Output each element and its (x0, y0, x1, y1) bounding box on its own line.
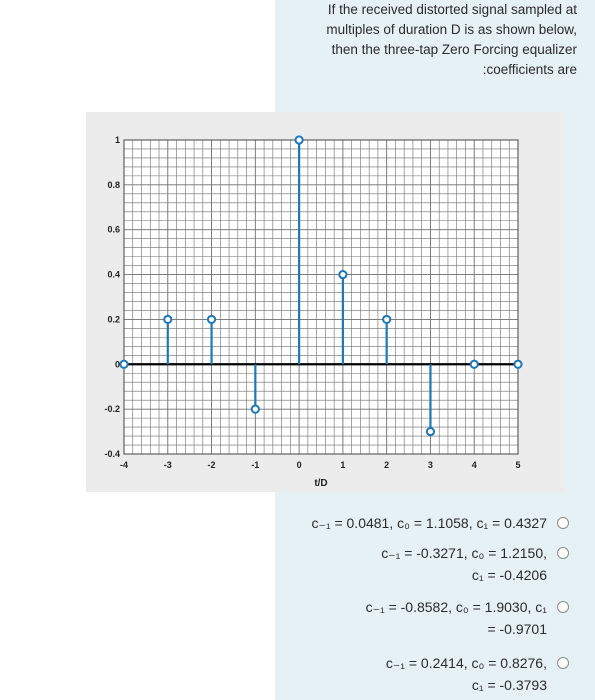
x-tick-label: 1 (340, 460, 346, 470)
answer-option-text: c₋₁ = 0.0481, c₀ = 1.1058, c₁ = 0.4327 (311, 515, 547, 531)
plot-area (124, 140, 518, 454)
stem-marker (296, 136, 303, 143)
stem-marker (208, 316, 215, 323)
x-tick-label: 2 (384, 460, 390, 470)
answer-option-3[interactable] (309, 596, 569, 640)
x-tick-label: -3 (163, 460, 172, 470)
stem-marker (514, 361, 521, 368)
x-tick-label: 4 (471, 460, 477, 470)
stem-plot-figure (86, 112, 564, 492)
question-line: then the three-tap Zero Forcing equalizer (331, 42, 577, 57)
x-axis-label: t/D (314, 478, 328, 489)
radio-button[interactable] (557, 601, 569, 613)
y-tick-label: 0.6 (107, 224, 120, 235)
answer-option-2[interactable] (309, 542, 569, 586)
x-tick-label: 0 (296, 460, 302, 470)
x-tick-label: -2 (207, 460, 216, 470)
stem-marker (252, 406, 259, 413)
stem-marker (164, 316, 171, 323)
question-text (292, 0, 577, 80)
y-tick-label: 0.2 (107, 314, 120, 325)
stem-marker (339, 271, 346, 278)
y-tick-label: -0.4 (104, 449, 120, 459)
radio-button[interactable] (557, 547, 569, 559)
stem-marker (383, 316, 390, 323)
question-line: :coefficients are (482, 62, 577, 77)
y-tick-label: 0.4 (107, 269, 120, 280)
radio-button[interactable] (557, 517, 569, 529)
answer-option-text: c₋₁ = -0.8582, c₀ = 1.9030, c₁ = -0.9701 (365, 599, 547, 637)
stem-marker (471, 361, 478, 368)
radio-button[interactable] (557, 657, 569, 669)
y-tick-label: 0 (114, 359, 120, 370)
x-tick-label: -4 (119, 460, 129, 470)
answer-option-4[interactable] (309, 652, 569, 696)
y-tick-label: 0.8 (107, 179, 120, 190)
answer-option-1[interactable] (309, 512, 569, 534)
question-line: multiples of duration D is as shown below, (326, 22, 577, 37)
answer-option-text: c₋₁ = -0.3271, c₀ = 1.2150, c₁ = -0.4206 (381, 545, 547, 583)
stem-marker (427, 428, 434, 435)
x-tick-label: 5 (515, 460, 521, 470)
answer-option-text: c₋₁ = 0.2414, c₀ = 0.8276, c₁ = -0.3793 (385, 655, 547, 693)
y-tick-label: 1 (114, 135, 120, 145)
stem-marker (120, 361, 127, 368)
x-tick-label: -1 (251, 460, 260, 470)
y-tick-label: -0.2 (104, 404, 120, 415)
question-line: If the received distorted signal sampled at (327, 2, 577, 17)
stem-plot (86, 112, 564, 492)
x-tick-label: 3 (427, 460, 433, 470)
